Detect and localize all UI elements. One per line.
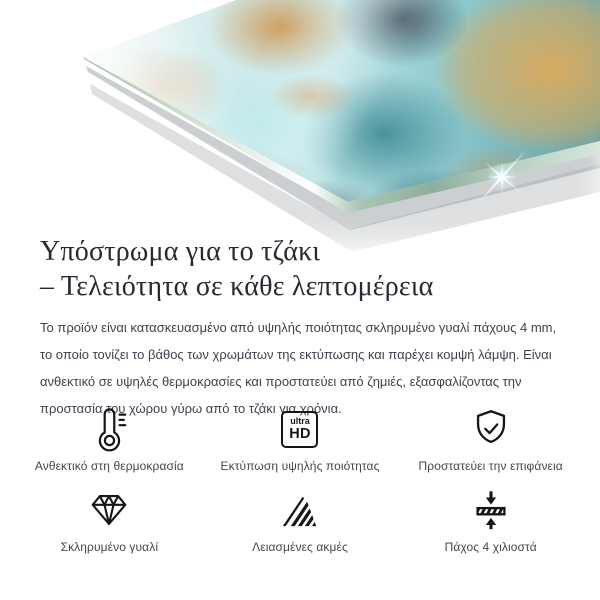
description-line: προστασία του χώρου γύρω από το τζάκι για χρόνια. [40,401,342,416]
feature-surface-protection [419,406,563,473]
feature-print-quality [221,406,380,473]
feature-label: Πάχος 4 χιλιοστά [444,540,537,554]
ultra-hd-icon: ultra HD [281,406,318,452]
shield-check-icon [468,406,514,452]
page-title-line1: Υπόστρωμα για το τζάκι [40,236,321,267]
feature-temperature [35,406,184,473]
feature-grid [14,406,586,554]
product-photo [0,0,600,230]
description-line: το οποίο τονίζει το βάθος των χρωμάτων της εκτύπωσης και παρέχει κομψή λάμψη. Είναι [40,347,552,362]
feature-label: Προστατεύει την επιφάνεια [418,459,563,473]
description-line: Το προϊόν είναι κατασκευασμένο από υψηλής ποιότητας σκληρυμένο γυαλί πάχους 4 mm, [40,320,557,335]
feature-label: Λειασμένες ακμές [252,540,348,554]
feature-polished-edges [252,487,348,554]
thickness-icon [468,487,514,533]
feature-tempered-glass [61,487,159,554]
description-line: ανθεκτικό σε υψηλές θερμοκρασίες και προστατεύει από ζημιές, εξασφαλίζοντας την [40,374,522,389]
feature-thickness [445,487,537,554]
thermometer-icon [86,406,132,452]
diamond-icon [86,487,132,533]
page-title [40,234,560,304]
feature-label: Ανθεκτικό στη θερμοκρασία [34,459,184,473]
polished-edges-icon [277,487,323,533]
page-title-line2: – Τελειότητα σε κάθε λεπτομέρεια [40,271,434,302]
feature-label: Εκτύπωση υψηλής ποιότητας [220,459,380,473]
feature-label: Σκληρυμένο γυαλί [60,540,159,554]
